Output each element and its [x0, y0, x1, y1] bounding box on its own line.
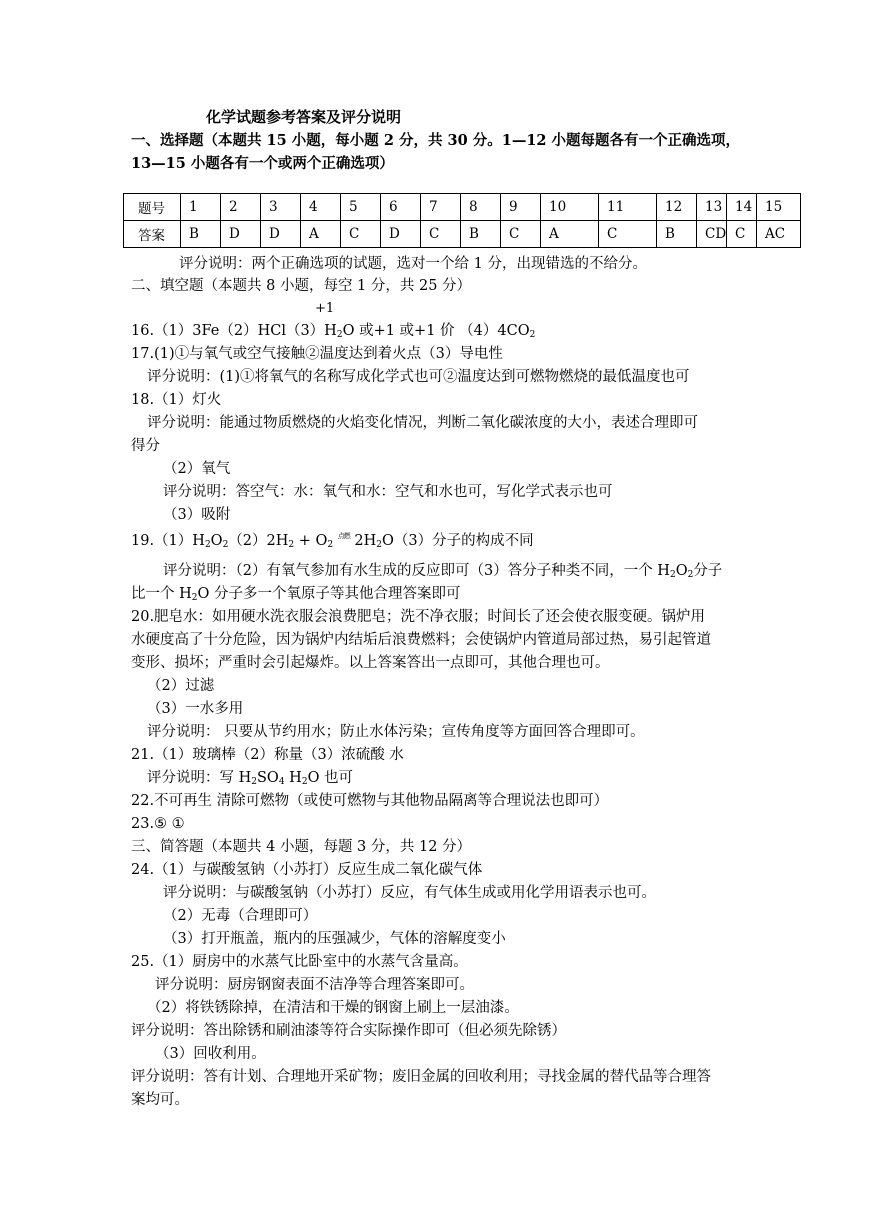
- answer-cell: AC: [757, 221, 801, 248]
- question-number-cell: 12: [657, 194, 697, 221]
- answer-cell: D: [261, 221, 301, 248]
- q20-answer-line1: 20.肥皂水：如用硬水洗衣服会浪费肥皂；洗不净衣服；时间长了还会使衣服变硬。锅炉用: [131, 609, 706, 625]
- q25-answer-3: （3）回收利用。: [155, 1046, 266, 1062]
- question-number-cell: 9: [501, 194, 541, 221]
- answer-cell: C: [599, 221, 657, 248]
- q25-scoring-note-2: 评分说明：答出除锈和刷油漆等符合实际操作即可（但必须先除锈）: [131, 1023, 566, 1039]
- question-number-cell: 6: [381, 194, 421, 221]
- question-number-cell: 2: [221, 194, 261, 221]
- section2-heading: 二、填空题（本题共 8 小题，每空 1 分，共 25 分）: [131, 278, 472, 294]
- q19-answer: $19.(1)H_2O_2(2)2H_2 + O_2$ $^{点燃}$ $2H_2O(3)$分子的构成不同: [131, 532, 534, 550]
- q24-answer-3: （3）打开瓶盖，瓶内的压强减少，气体的溶解度变小: [163, 931, 506, 947]
- section1-heading-line1: 一、选择题（本题共 15 小题，每小题 2 分，共 30 分。1—12 小题每题各有一个正确选项，: [131, 132, 741, 149]
- answer-cell: C: [727, 221, 757, 248]
- q21-scoring-note: 评分说明：写 $H_2SO_4$ $H_2O$ 也可: [147, 770, 354, 787]
- question-number-cell: 15: [757, 194, 801, 221]
- q22-answer: 22.不可再生 清除可燃物（或使可燃物与其他物品隔离等合理说法也即可）: [131, 793, 609, 809]
- section3-heading: 三、简答题（本题共 4 小题，每题 3 分，共 12 分）: [131, 839, 472, 855]
- q23-answer: 23.⑤ ①: [131, 816, 185, 832]
- page-title: 化学试题参考答案及评分说明: [206, 108, 402, 126]
- q16-answer: $16.(1)3Fe(2)HCl(3)H_2O$ 或+1 或+1 价 $(4)4CO_2$: [131, 323, 536, 340]
- question-number-cell: 7: [421, 194, 461, 221]
- section1-scoring-note: 评分说明：两个正确选项的试题，选对一个给 1 分，出现错选的不给分。: [179, 256, 647, 272]
- q24-scoring-note: 评分说明：与碳酸氢钠（小苏打）反应，有气体生成或用化学用语表示也可。: [163, 885, 656, 901]
- section1-heading-line2: 13—15 小题各有一个或两个正确选项）: [131, 155, 394, 172]
- q25-answer-1: 25.（1）厨房中的水蒸气比卧室中的水蒸气含量高。: [131, 954, 468, 970]
- question-number-cell: 14: [727, 194, 757, 221]
- q19-scoring-note-2: 比一个 $H_2O$ 分子多一个氧原子等其他合理答案即可: [131, 586, 461, 603]
- answer-cell: D: [221, 221, 261, 248]
- answer-cell: C: [341, 221, 381, 248]
- q25-answer-2: （2）将铁锈除掉，在清洁和干燥的钢窗上刷上一层油漆。: [147, 1000, 519, 1016]
- answer-cell: B: [657, 221, 697, 248]
- q24-answer-1: 24.（1）与碳酸氢钠（小苏打）反应生成二氧化碳气体: [131, 862, 483, 878]
- q18-scoring-note-2: 评分说明：答空气：水：氧气和水：空气和水也可，写化学式表示也可: [163, 484, 613, 500]
- reaction-condition-label: 点燃: [337, 532, 350, 540]
- q18-scoring-note-1a: 评分说明：能通过物质燃烧的火焰变化情况，判断二氧化碳浓度的大小，表述合理即可: [147, 415, 698, 431]
- q25-scoring-note-1: 评分说明：厨房钢窗表面不洁净等合理答案即可。: [155, 977, 474, 993]
- q25-scoring-note-3a: 评分说明：答有计划、合理地开采矿物；废旧金属的回收利用；寻找金属的替代品等合理答: [131, 1069, 711, 1085]
- q20-answer-2: （2）过滤: [147, 678, 215, 694]
- q24-answer-2: （2）无毒（合理即可）: [163, 908, 318, 924]
- answer-cell: CD: [697, 221, 727, 248]
- answer-cell: A: [541, 221, 599, 248]
- question-number-row: [124, 194, 801, 221]
- answer-cell: A: [301, 221, 341, 248]
- q20-answer-3: （3）一水多用: [147, 701, 244, 717]
- answer-cell: B: [181, 221, 221, 248]
- question-number-cell: 8: [461, 194, 501, 221]
- answer-cell: C: [501, 221, 541, 248]
- q20-answer-line2: 水硬度高了十分危险，因为锅炉内结垢后浪费燃料；会使锅炉内管道局部过热，易引起管道: [131, 632, 711, 648]
- q20-scoring-note: 评分说明： 只要从节约用水；防止水体污染；宣传角度等方面回答合理即可。: [147, 724, 645, 740]
- row-header-answer: 答案: [124, 221, 181, 248]
- q18-answer-2: （2）氧气: [163, 461, 231, 477]
- answer-cell: B: [461, 221, 501, 248]
- q18-scoring-note-1b: 得分: [131, 438, 160, 454]
- question-number-cell: 13: [697, 194, 727, 221]
- question-number-cell: 4: [301, 194, 341, 221]
- q19-scoring-note-1: 评分说明：（2）有氧气参加有水生成的反应即可（3）答分子种类不同，一个 $H_2O_2$分子: [163, 563, 723, 580]
- q25-scoring-note-3b: 案均可。: [131, 1092, 189, 1108]
- q17-answer: 17.(1)①与氧气或空气接触②温度达到着火点（3）导电性: [131, 346, 503, 362]
- answer-row: [124, 221, 801, 248]
- question-number-cell: 10: [541, 194, 599, 221]
- q17-scoring-note: 评分说明：(1)①将氧气的名称写成化学式也可②温度达到可燃物燃烧的最低温度也可: [147, 369, 690, 385]
- question-number-cell: 3: [261, 194, 301, 221]
- answer-table: [123, 193, 801, 248]
- q21-answer: 21.（1）玻璃棒（2）称量（3）浓硫酸 水: [131, 747, 404, 763]
- question-number-cell: 5: [341, 194, 381, 221]
- q20-answer-line3: 变形、损坏；严重时会引起爆炸。以上答案答出一点即可，其他合理也可。: [131, 655, 610, 671]
- valence-superscript: +1: [315, 301, 335, 316]
- q18-answer-1: 18.（1）灯火: [131, 392, 222, 408]
- question-number-cell: 11: [599, 194, 657, 221]
- answer-cell: D: [381, 221, 421, 248]
- q18-answer-3: （3）吸附: [163, 507, 231, 523]
- question-number-cell: 1: [181, 194, 221, 221]
- row-header-question: 题号: [124, 194, 181, 221]
- answer-cell: C: [421, 221, 461, 248]
